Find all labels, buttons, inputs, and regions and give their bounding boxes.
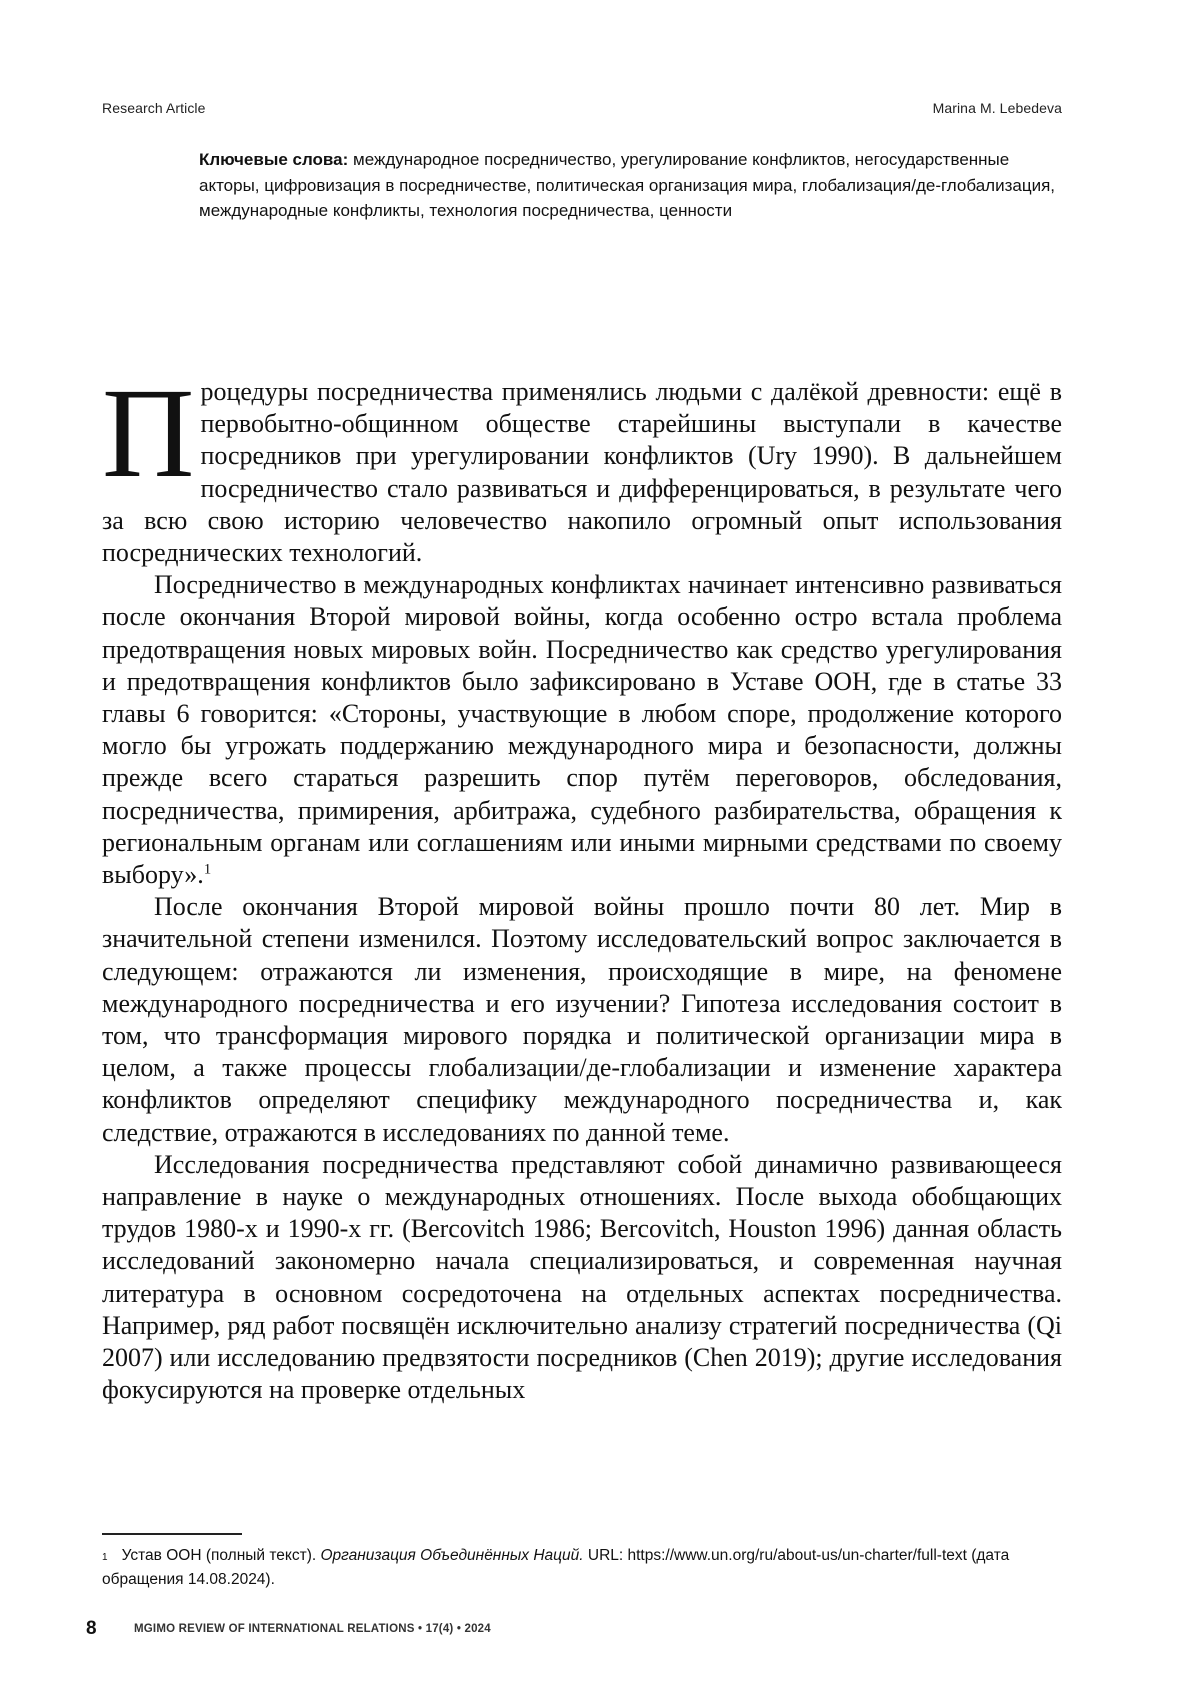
running-header-section: Research Article xyxy=(102,100,206,116)
paragraph-1 xyxy=(102,362,1062,569)
footnote-text-end[interactable]: URL: https://www.un.org/ru/about-us/un-charter/full-text (дата обращения 14.08.2024). xyxy=(102,1547,1010,1588)
paragraph-4: Исследования посредничества представляют собой динамично развивающееся направление в науке о международных отношениях. После выхода обобщающих трудов 1980-х и 1990-х гг. (Bercovitch 1986; Bercovitch, Houston 1996) данная область исследований закономерно начала специализироваться, и современная научная литература в основном сосредоточена на отдельных аспектах посредничества. Например, ряд работ посвящён исключительно анализу стратегий посредничества (Qi 2007) или исследованию предвзятости посредников (Chen 2019); другие исследования фокусируются на проверке отдельных xyxy=(102,1149,1062,1405)
footnote-number: 1 xyxy=(102,1552,108,1563)
footnote-text-start: Устав ООН (полный текст). xyxy=(121,1547,321,1564)
journal-footer: MGIMO REVIEW OF INTERNATIONAL RELATIONS • 17(4) • 2024 xyxy=(134,1623,491,1635)
page-number: 8 xyxy=(86,1618,97,1639)
footnote xyxy=(102,1544,1062,1592)
running-header-author: Marina M. Lebedeva xyxy=(932,100,1062,116)
keywords-text: международное посредничество, урегулирование конфликтов, негосударственные акторы, цифровизация в посредничестве, политическая организация мира, глобализация/де-глобализация, международные конфликты, технология посредничества, ценности xyxy=(199,150,1056,220)
drop-cap: П xyxy=(102,362,195,504)
footnote-divider xyxy=(102,1533,242,1535)
paragraph-3: После окончания Второй мировой войны прошло почти 80 лет. Мир в значительной степени изменился. Поэтому исследовательский вопрос заключается в следующем: отражаются ли изменения, происходящие в мире, на феномене международного посредничества и его изучении? Гипотеза исследования состоит в том, что трансформация мирового порядка и политической организации мира в целом, а также процессы глобализации/де-глобализации и изменение характера конфликтов определяют специфику международного посредничества и, как следствие, отражаются в исследованиях по данной теме. xyxy=(102,892,1062,1147)
footnote-reference[interactable]: 1 xyxy=(203,861,212,878)
paragraph-1-text: роцедуры посредничества применялись людьми с далёкой древности: ещё в первобытно-общинном обществе старейшины выступали в качестве посредников при урегулировании конфликтов (Ury 1990). В дальнейшем посредничество стало развиваться и дифференцироваться, в результате чего за всю свою историю человечество накопило огромный опыт использования посреднических технологий. xyxy=(102,377,1062,568)
paragraph-2 xyxy=(102,569,1062,891)
footnote-source: Организация Объединённых Наций. xyxy=(320,1547,584,1564)
article-body xyxy=(102,362,1062,1407)
paragraph-2-text: Посредничество в международных конфликтах начинает интенсивно развиваться после окончания Второй мировой войны, когда особенно остро встала проблема предотвращения новых мировых войн. Посредничество как средство урегулирования и предотвращения конфликтов было зафиксировано в Уставе ООН, где в статье 33 главы 6 говорится: «Стороны, участвующие в любом споре, продолжение которого могло бы угрожать поддержанию международного мира и безопасности, должны прежде всего стараться разрешить спор путём переговоров, обследования, посредничества, примирения, арбитража, судебного разбирательства, обращения к региональным органам или соглашениям или иными мирными средствами по своему выбору». xyxy=(102,570,1062,890)
keywords-label: Ключевые слова: xyxy=(199,150,349,169)
keywords-block xyxy=(199,147,1063,224)
